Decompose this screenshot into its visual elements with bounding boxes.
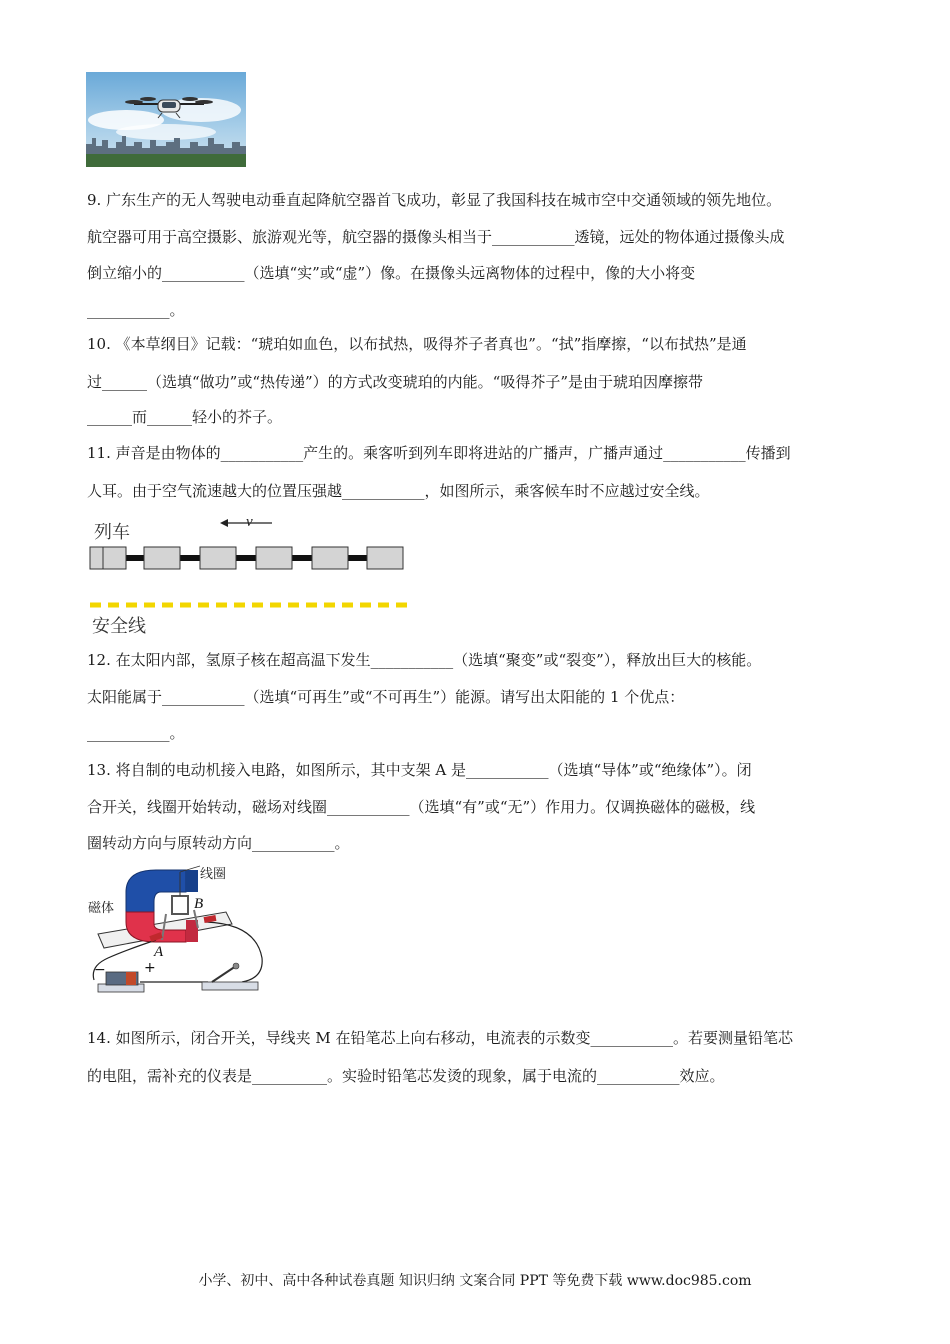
- q9-line-4: ___________。: [87, 301, 185, 319]
- q14-line-1: 14. 如图所示，闭合开关，导线夹 M 在铅笔芯上向右移动，电流表的示数变___________。若要测量铅笔芯: [87, 1029, 794, 1047]
- plus-label: +: [144, 960, 156, 976]
- train-figure: [86, 510, 426, 640]
- q12-line-1: 12. 在太阳内部，氢原子核在超高温下发生___________（选填“聚变”或“裂变”），释放出巨大的核能。: [87, 651, 762, 669]
- drone-photo: [86, 72, 246, 167]
- q10-line-1: 10. 《本草纲目》记载：“琥珀如血色，以布拭热，吸得芥子者真也”。“拭”指摩擦，“以布拭热”是通: [87, 335, 747, 353]
- q10-line-3: ______而______轻小的芥子。: [87, 408, 283, 426]
- q9-line-2: 航空器可用于高空摄影、旅游观光等，航空器的摄像头相当于___________透镜，远处的物体通过摄像头成: [87, 228, 785, 246]
- q14-line-2: 的电阻，需补充的仪表是__________。实验时铅笔芯发烫的现象，属于电流的___________效应。: [87, 1067, 725, 1085]
- page-footer: 小学、初中、高中各种试卷真题 知识归纳 文案合同 PPT 等免费下载 www.doc985.com: [198, 1273, 752, 1289]
- minus-label: −: [94, 962, 106, 978]
- train-label: 列车: [94, 522, 130, 543]
- coil-label: 线圈: [200, 867, 227, 882]
- q13-line-1: 13. 将自制的电动机接入电路，如图所示，其中支架 A 是___________（选填“导体”或“绝缘体”）。闭: [87, 761, 752, 779]
- label-b: B: [194, 896, 204, 912]
- safety-line-label: 安全线: [92, 616, 146, 637]
- q12-line-3: ___________。: [87, 724, 185, 742]
- q11-line-2: 人耳。由于空气流速越大的位置压强越___________，如图所示，乘客候车时不应越过安全线。: [87, 482, 710, 500]
- q9-line-3: 倒立缩小的___________（选填“实”或“虚”）像。在摄像头远离物体的过程中，像的大小将变: [87, 264, 696, 282]
- q13-line-2: 合开关，线圈开始转动，磁场对线圈___________（选填“有”或“无”）作用力。仅调换磁体的磁极，线: [87, 798, 756, 816]
- q13-line-3: 圈转动方向与原转动方向___________。: [87, 834, 350, 852]
- q11-line-1: 11. 声音是由物体的___________产生的。乘客听到列车即将进站的广播声，广播声通过___________传播到: [87, 444, 791, 462]
- q9-line-1: 9. 广东生产的无人驾驶电动垂直起降航空器首飞成功，彰显了我国科技在城市空中交通领域的领先地位。: [87, 191, 782, 209]
- motor-figure: [86, 862, 276, 1002]
- magnet-label: 磁体: [88, 901, 115, 916]
- velocity-label: v: [246, 514, 253, 530]
- q12-line-2: 太阳能属于___________（选填“可再生”或“不可再生”）能源。请写出太阳能的 1 个优点：: [87, 688, 685, 706]
- label-a: A: [154, 944, 164, 960]
- q10-line-2: 过______（选填“做功”或“热传递”）的方式改变琥珀的内能。“吸得芥子”是由于琥珀因摩擦带: [87, 373, 704, 391]
